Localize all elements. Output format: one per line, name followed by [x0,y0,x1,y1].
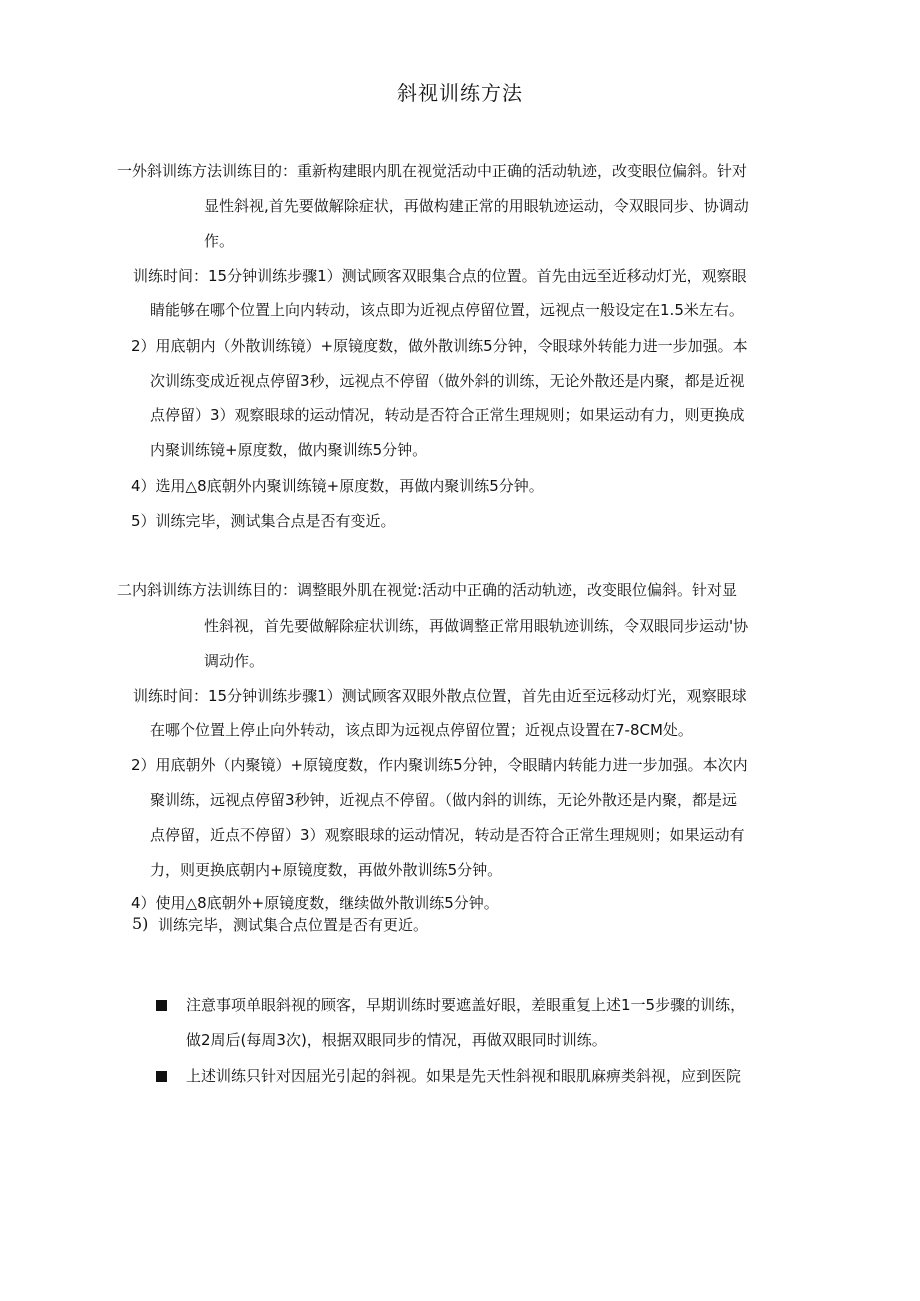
section2-line: 训练完毕，测试集合点位置是否有更近。 [158,916,429,934]
section1-line: 睛能够在哪个位置上向内转动，该点即为近视点停留位置，远视点一般设定在1.5米左右。 [150,301,744,319]
bullet-square-icon [156,1071,167,1082]
section2-line: 二内斜训练方法训练目的：调整眼外肌在视觉:活动中正确的活动轨迹，改变眼位偏斜。针对显 [117,581,738,599]
section1-line: 点停留）3）观察眼球的运动情况，转动是否符合正常生理规则；如果运动有力，则更换成 [150,406,745,424]
section2-line: 力，则更换底朝内+原镜度数，再做外散训练5分钟。 [150,861,503,879]
section1-line: 5）训练完毕，测试集合点是否有变近。 [131,512,396,530]
note-line: 上述训练只针对因屈光引起的斜视。如果是先天性斜视和眼肌麻痹类斜视，应到医院 [186,1067,742,1085]
section2-line: 性斜视，首先要做解除症状训练，再做调整正常用眼轨迹训练，令双眼同步运动'协 [204,617,749,635]
note-line: 做2周后(每周3次)，根据双眼同步的情况，再做双眼同时训练。 [186,1031,607,1049]
section1-line: 4）选用△8底朝外内聚训练镜+原度数，再做内聚训练5分钟。 [131,477,544,495]
section2-line: 训练时间：15分钟训练步骤1）测试顾客双眼外散点位置，首先由近至远移动灯光，观察眼球 [133,687,747,705]
section1-line: 次训练变成近视点停留3秒，远视点不停留（做外斜的训练，无论外散还是内聚，都是近视 [150,372,745,390]
section1-line: 训练时间：15分钟训练步骤1）测试顾客双眼集合点的位置。首先由远至近移动灯光，观察眼 [133,267,747,285]
section1-line: 2）用底朝内（外散训练镜）+原镜度数，做外散训练5分钟，令眼球外转能力进一步加强。本 [131,337,748,355]
section2-line: 4）使用△8底朝外+原镜度数，继续做外散训练5分钟。 [131,894,499,912]
document-title: 斜视训练方法 [397,81,523,105]
section1-line: 显性斜视,首先要做解除症状，再做构建正常的用眼轨迹运动，令双眼同步、协调动 [204,197,749,215]
section2-line: 2）用底朝外（内聚镜）+原镜度数，作内聚训练5分钟，令眼睛内转能力进一步加强。本次内 [131,756,748,774]
section2-step5-number: 5) [132,914,149,933]
section1-line: 一外斜训练方法训练目的：重新构建眼内肌在视觉活动中正确的活动轨迹，改变眼位偏斜。针对 [117,162,748,180]
section2-line: 调动作。 [204,652,265,670]
bullet-square-icon [156,1000,167,1011]
note-line: 注意事项单眼斜视的顾客，早期训练时要遮盖好眼，差眼重复上述1一5步骤的训练， [186,996,746,1014]
section2-line: 点停留，近点不停留）3）观察眼球的运动情况，转动是否符合正常生理规则；如果运动有 [150,826,745,844]
section1-line: 作。 [204,232,235,250]
section1-line: 内聚训练镜+原度数，做内聚训练5分钟。 [150,441,428,459]
section2-line: 在哪个位置上停止向外转动，该点即为远视点停留位置；近视点设置在7-8CM处。 [150,721,693,739]
section2-line: 聚训练，远视点停留3秒钟，近视点不停留。（做内斜的训练，无论外散还是内聚，都是远 [150,791,738,809]
